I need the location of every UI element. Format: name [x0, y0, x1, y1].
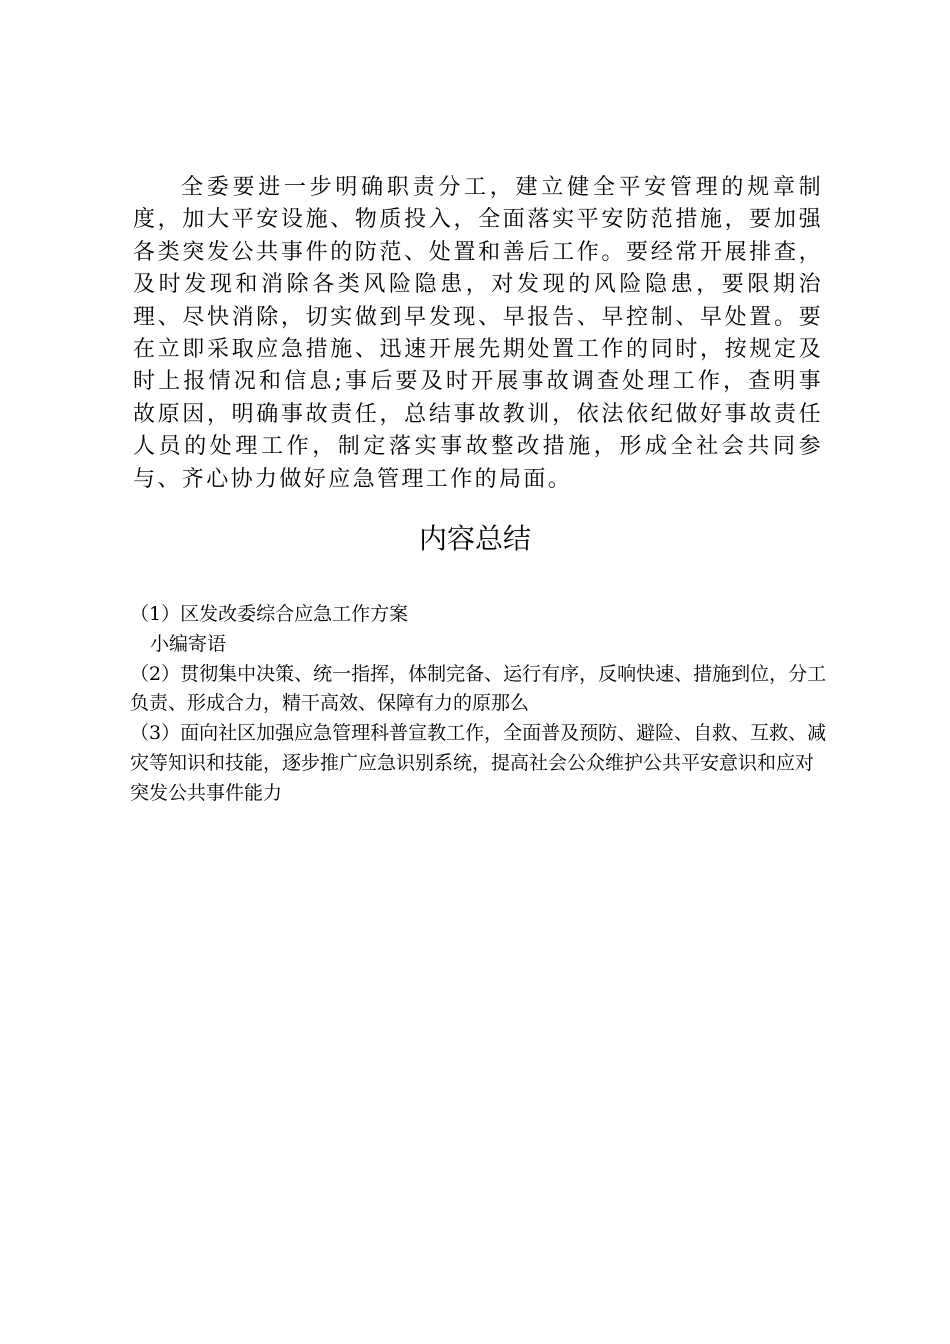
- summary-heading: 内容总结: [418, 522, 531, 555]
- summary-list: [130, 600, 830, 809]
- summary-item-3: （3）面向社区加强应急管理科普宣教工作，全面普及预防、避险、自救、互救、减灾等知识和技能，逐步推广应急识别系统，提高社会公众维护公共平安意识和应对突发公共事件能力: [130, 722, 827, 804]
- editor-note: 小编寄语: [150, 632, 227, 655]
- summary-item-2: （2）贯彻集中决策、统一指挥，体制完备、运行有序，反响快速、措施到位，分工负责、形成合力，精干高效、保障有力的原那么: [130, 662, 827, 715]
- summary-item-1: （1）区发改委综合应急工作方案: [130, 603, 409, 625]
- body-paragraph: 全委要进一步明确职责分工，建立健全平安管理的规章制度，加大平安设施、物质投入，全面落实平安防范措施，要加强各类突发公共事件的防范、处置和善后工作。要经常开展排查，及时发现和消除各类风险隐患，对发现的风险隐患，要限期治理、尽快消除，切实做到早发现、早报告、早控制、早处置。要在立即采取应急措施、迅速开展先期处置工作的同时，按规定及时上报情况和信息;事后要及时开展事故调查处理工作，查明事故原因，明确事故责任，总结事故教训，依法依纪做好事故责任人员的处理工作，制定落实事故整改措施，形成全社会共同参与、齐心协力做好应急管理工作的局面。: [133, 175, 823, 492]
